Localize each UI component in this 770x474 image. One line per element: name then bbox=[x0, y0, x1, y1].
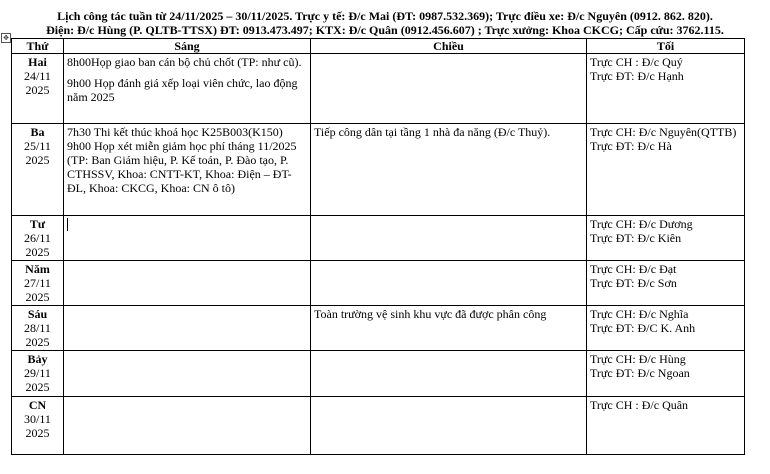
day-name: CN bbox=[28, 398, 47, 412]
day-cell bbox=[12, 351, 64, 397]
duty-entry: Trực ĐT: Đ/c Kiên bbox=[590, 231, 682, 245]
table-row bbox=[12, 261, 745, 306]
evening-cell[interactable] bbox=[587, 351, 745, 397]
table-row bbox=[12, 397, 745, 455]
table-row bbox=[12, 54, 745, 124]
morning-activity: 9h00 Họp đánh giá xếp loại viên chức, lao động năm 2025 bbox=[67, 76, 298, 104]
day-year: 2025 bbox=[25, 426, 50, 440]
evening-cell[interactable] bbox=[587, 54, 745, 124]
day-year: 2025 bbox=[25, 83, 50, 97]
table-row bbox=[12, 351, 745, 397]
day-year: 2025 bbox=[25, 380, 50, 394]
duty-entry: Trực CH: Đ/c Nghĩa bbox=[590, 307, 689, 321]
table-row bbox=[12, 124, 745, 216]
morning-cell[interactable] bbox=[64, 216, 311, 261]
duty-entry: Trực CH: Đ/c Hùng bbox=[590, 352, 686, 366]
evening-cell[interactable] bbox=[587, 306, 745, 351]
afternoon-cell[interactable] bbox=[311, 261, 587, 306]
day-name: Ba bbox=[30, 125, 45, 139]
day-name: Bảy bbox=[27, 352, 48, 366]
column-header-morning: Sáng bbox=[64, 39, 311, 54]
duty-entry: Trực CH: Đ/c Dương bbox=[590, 217, 693, 231]
morning-cell[interactable] bbox=[64, 351, 311, 397]
day-cell bbox=[12, 124, 64, 216]
morning-cell[interactable] bbox=[64, 54, 311, 124]
day-cell bbox=[12, 54, 64, 124]
day-date: 29/11 bbox=[24, 366, 51, 380]
afternoon-cell[interactable]: Toàn trường vệ sinh khu vực đã được phân công bbox=[311, 306, 587, 351]
duty-entry: Trực CH: Đ/c Đạt bbox=[590, 262, 677, 276]
morning-activity: 8h00Họp giao ban cán bộ chủ chốt (TP: như cũ). bbox=[67, 55, 302, 69]
evening-cell[interactable] bbox=[587, 216, 745, 261]
morning-activity: 9h00 Họp xét miễn giảm học phí tháng 11/2025 (TP: Ban Giám hiệu, P. Kế toán, P. Đào tạo, P. CTHSSV, Khoa: CNTT-KT, Khoa: Điện – ĐT-ĐL, Khoa: CKCG, Khoa: CN ô tô) bbox=[67, 139, 297, 195]
afternoon-cell[interactable] bbox=[311, 216, 587, 261]
day-name: Hai bbox=[28, 55, 47, 69]
day-cell bbox=[12, 306, 64, 351]
day-cell bbox=[12, 261, 64, 306]
duty-entry: Trực CH: Đ/c Nguyên(QTTB) bbox=[590, 125, 737, 139]
column-header-day: Thứ bbox=[12, 39, 64, 54]
afternoon-cell[interactable] bbox=[311, 351, 587, 397]
duty-entry: Trực CH : Đ/c Quý bbox=[590, 55, 683, 69]
day-date: 26/11 bbox=[24, 231, 51, 245]
day-date: 25/11 bbox=[24, 139, 51, 153]
day-name: Sáu bbox=[27, 307, 48, 321]
morning-cell[interactable] bbox=[64, 306, 311, 351]
duty-entry: Trực ĐT: Đ/c Sơn bbox=[590, 276, 677, 290]
morning-cell[interactable] bbox=[64, 261, 311, 306]
table-row bbox=[12, 306, 745, 351]
duty-entry: Trực ĐT: Đ/c Ngoan bbox=[590, 366, 690, 380]
morning-activity: 7h30 Thi kết thúc khoá học K25B003(K150) bbox=[67, 125, 283, 139]
day-date: 28/11 bbox=[24, 321, 51, 335]
day-cell bbox=[12, 216, 64, 261]
day-name: Năm bbox=[25, 262, 50, 276]
schedule-title-line-2: Điện: Đ/c Hùng (P. QLTB-TTSX) ĐT: 0913.473.497; KTX: Đ/c Quân (0912.456.607) ; Trực xưởng: Khoa CKCG; Cấp cứu: 3762.115. bbox=[46, 23, 724, 37]
weekly-schedule-table bbox=[11, 38, 745, 455]
column-header-evening: Tối bbox=[587, 39, 745, 54]
day-year: 2025 bbox=[25, 290, 50, 304]
duty-entry: Trực ĐT: Đ/c Hạnh bbox=[590, 69, 684, 83]
evening-cell[interactable] bbox=[587, 397, 745, 455]
schedule-title-line-1: Lịch công tác tuần từ 24/11/2025 – 30/11/2025. Trực y tế: Đ/c Mai (ĐT: 0987.532.369); Trực điều xe: Đ/c Nguyên (0912. 862. 820). bbox=[57, 9, 713, 23]
text-cursor bbox=[67, 218, 68, 231]
afternoon-cell[interactable] bbox=[311, 397, 587, 455]
afternoon-cell[interactable]: Tiếp công dân tại tầng 1 nhà đa năng (Đ/c Thuỷ). bbox=[311, 124, 587, 216]
evening-cell[interactable] bbox=[587, 261, 745, 306]
day-year: 2025 bbox=[25, 245, 50, 259]
duty-entry: Trực ĐT: Đ/C K. Anh bbox=[590, 321, 696, 335]
table-move-handle-icon[interactable]: ✥ bbox=[1, 33, 11, 43]
table-header-row bbox=[12, 39, 745, 54]
day-date: 27/11 bbox=[24, 276, 51, 290]
day-date: 30/11 bbox=[24, 412, 51, 426]
day-cell bbox=[12, 397, 64, 455]
day-name: Tư bbox=[29, 217, 46, 231]
day-date: 24/11 bbox=[24, 69, 51, 83]
table-row bbox=[12, 216, 745, 261]
column-header-afternoon: Chiều bbox=[311, 39, 587, 54]
duty-entry: Trực ĐT: Đ/c Hà bbox=[590, 139, 672, 153]
afternoon-cell[interactable] bbox=[311, 54, 587, 124]
day-year: 2025 bbox=[25, 335, 50, 349]
morning-cell[interactable] bbox=[64, 124, 311, 216]
morning-cell[interactable] bbox=[64, 397, 311, 455]
day-year: 2025 bbox=[25, 153, 50, 167]
evening-cell[interactable] bbox=[587, 124, 745, 216]
duty-entry: Trực CH : Đ/c Quân bbox=[590, 398, 689, 412]
